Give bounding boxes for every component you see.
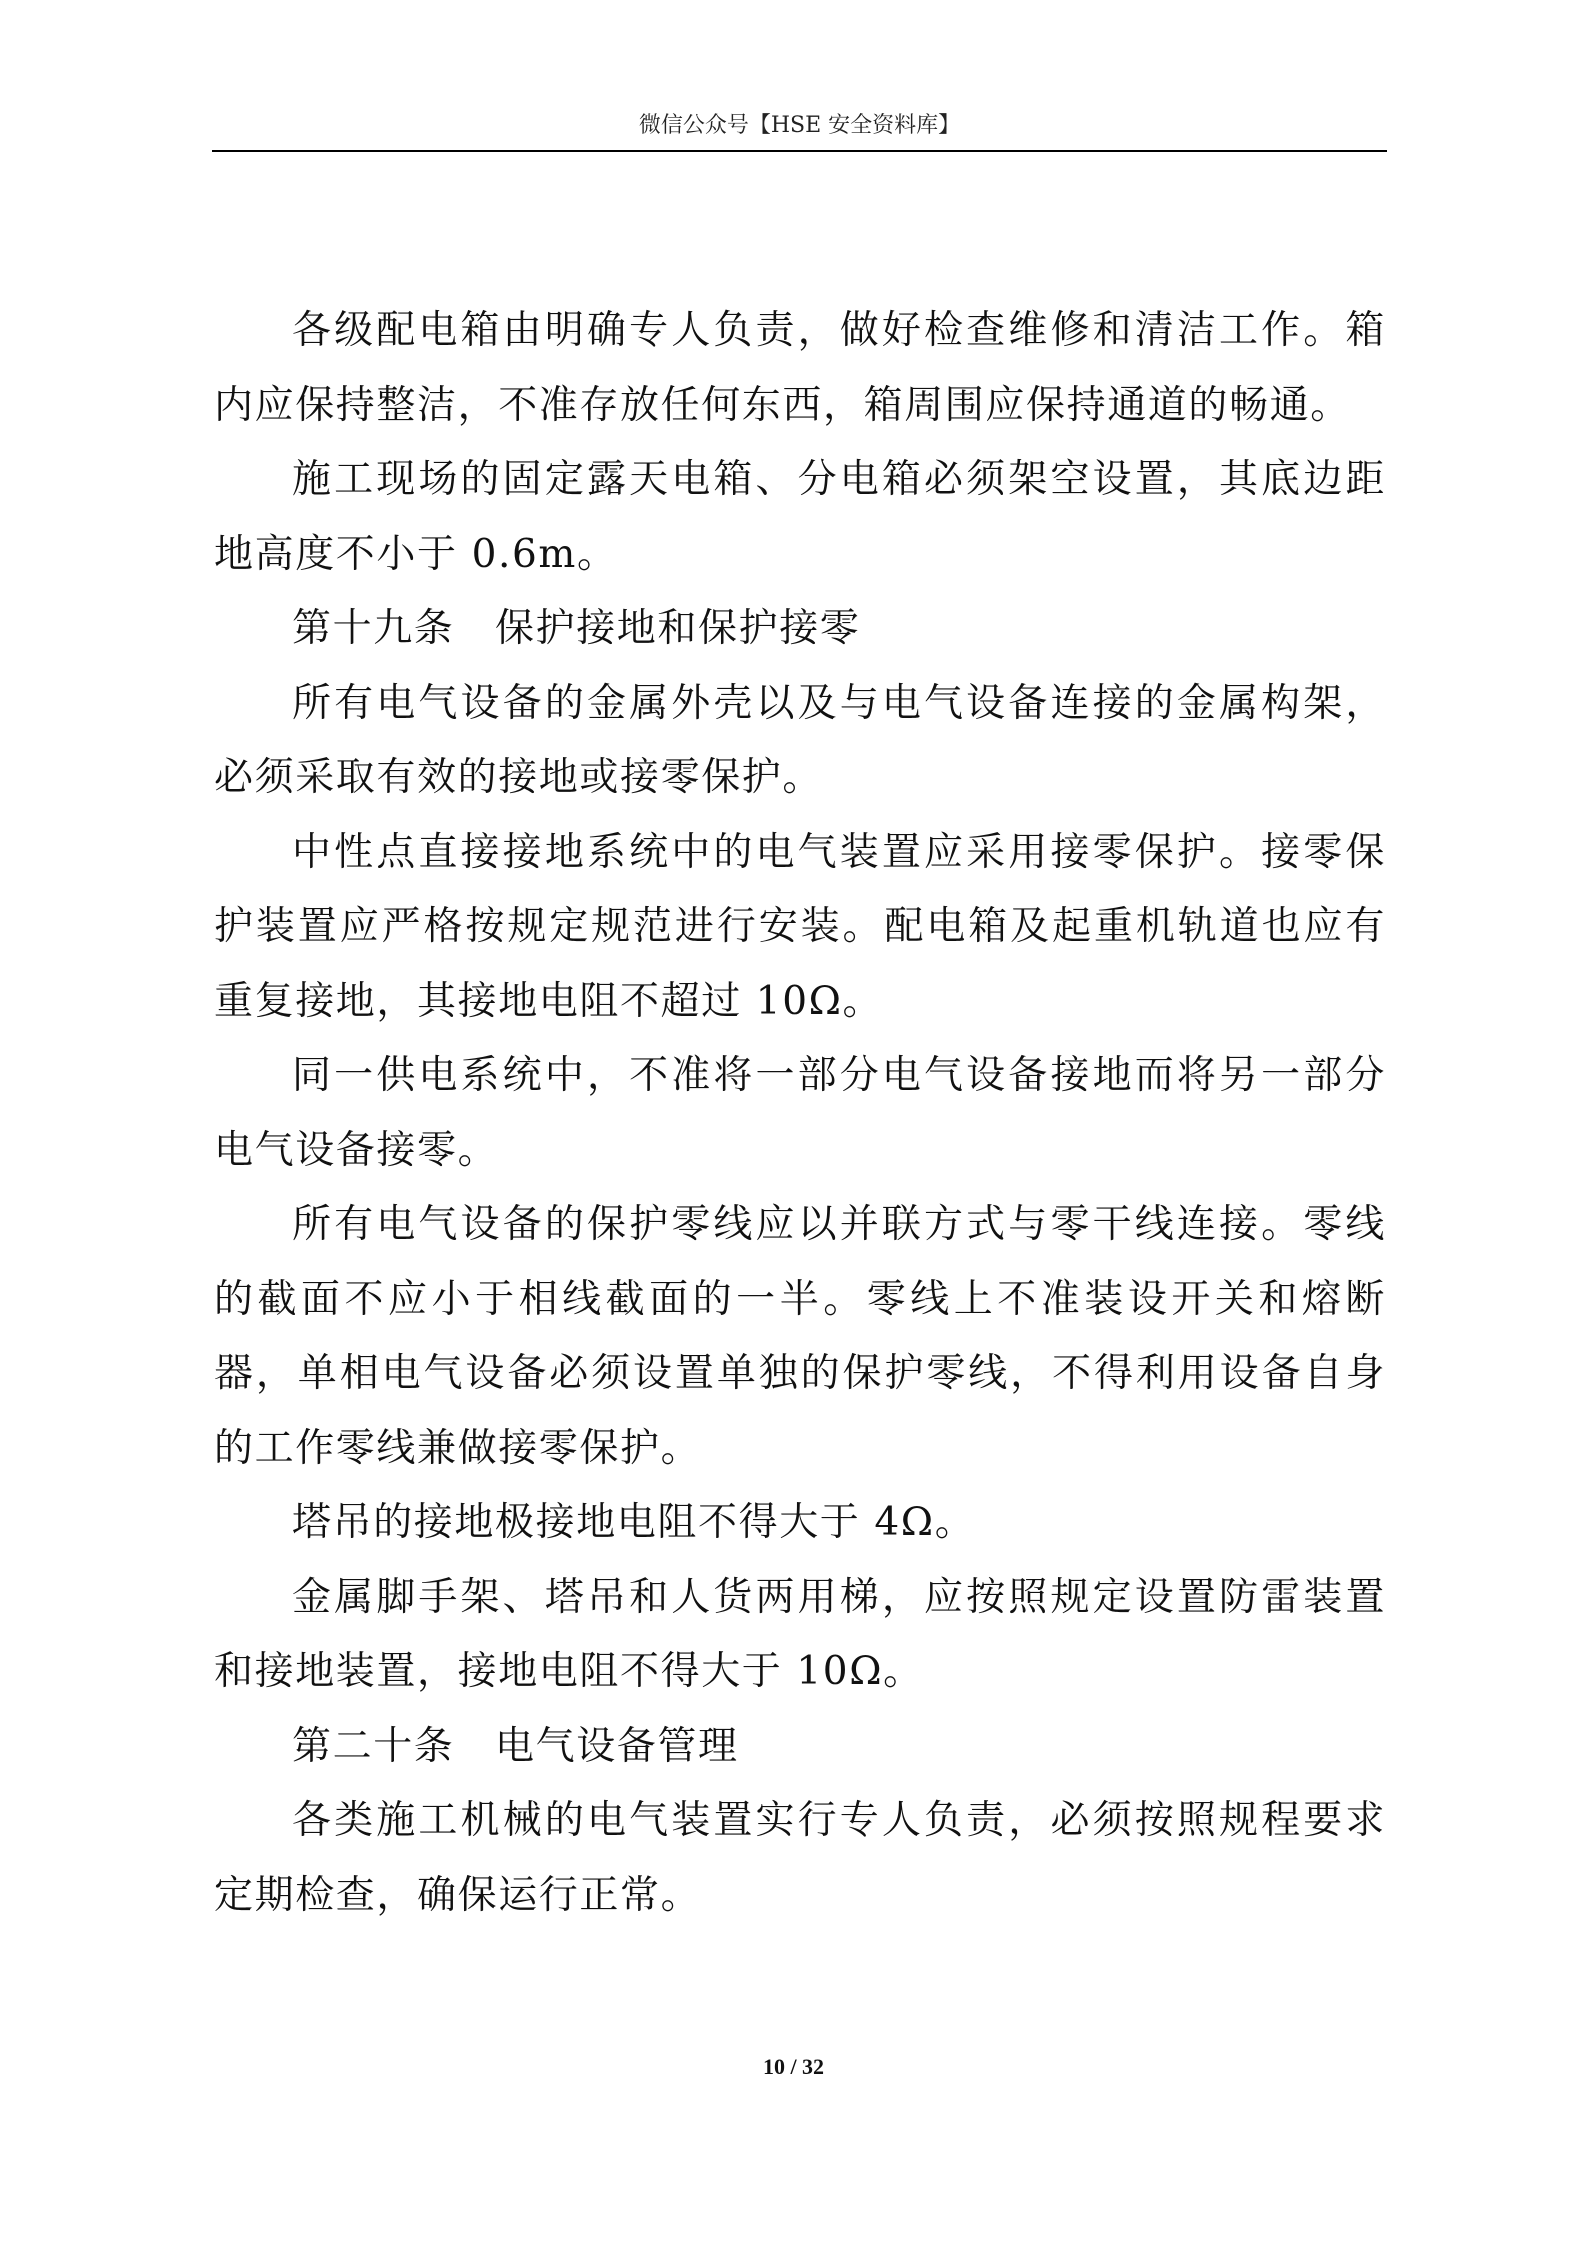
paragraph: 所有电气设备的保护零线应以并联方式与零干线连接。零线的截面不应小于相线截面的一半。零线上不准装设开关和熔断器，单相电气设备必须设置单独的保护零线，不得利用设备自身的工作零线兼做接零保护。 — [214, 1202, 1386, 1471]
paragraph: 各类施工机械的电气装置实行专人负责，必须按照规程要求定期检查，确保运行正常。 — [214, 1798, 1386, 1918]
page-header: 微信公众号【HSE 安全资料库】 — [212, 108, 1387, 152]
paragraph: 所有电气设备的金属外壳以及与电气设备连接的金属构架，必须采取有效的接地或接零保护。 — [214, 680, 1386, 800]
paragraph: 各级配电箱由明确专人负责，做好检查维修和清洁工作。箱内应保持整洁，不准存放任何东西，箱周围应保持通道的畅通。 — [214, 308, 1386, 428]
article-heading: 第二十条 电气设备管理 — [292, 1723, 739, 1769]
paragraph: 同一供电系统中，不准将一部分电气设备接地而将另一部分电气设备接零。 — [214, 1053, 1386, 1173]
page-number: 10 / 32 — [762, 2054, 825, 2079]
paragraph: 塔吊的接地极接地电阻不得大于 4Ω。 — [292, 1500, 976, 1545]
document-body — [214, 294, 1386, 1933]
article-heading: 第十九条 保护接地和保护接零 — [292, 606, 861, 651]
paragraph: 金属脚手架、塔吊和人货两用梯，应按照规定设置防雷装置和接地装置，接地电阻不得大于 10Ω。 — [214, 1574, 1386, 1694]
paragraph: 中性点直接接地系统中的电气装置应采用接零保护。接零保护装置应严格按规定规范进行安装。配电箱及起重机轨道也应有重复接地，其接地电阻不超过 10Ω。 — [214, 829, 1386, 1024]
paragraph: 施工现场的固定露天电箱、分电箱必须架空设置，其底边距地高度不小于 0.6m。 — [214, 457, 1386, 577]
